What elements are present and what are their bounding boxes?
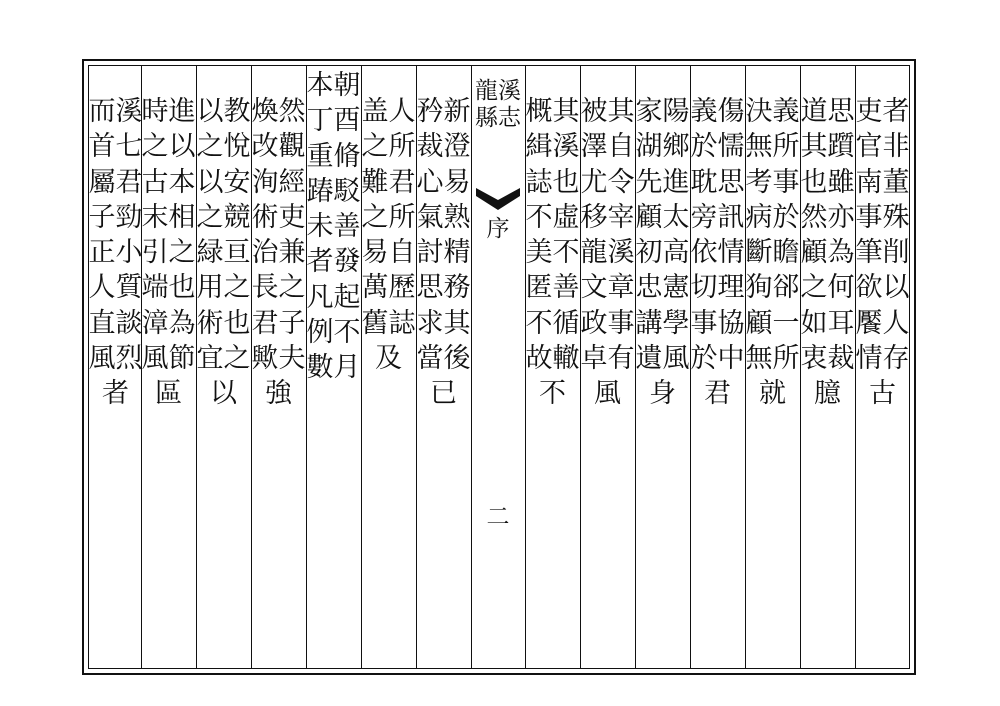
column-text: 以教之悅以安之競緑亘用之術也宜之以 — [196, 96, 251, 410]
text-column — [635, 66, 690, 668]
text-column — [251, 66, 306, 668]
text-column — [88, 66, 143, 668]
column-text: 家陽湖鄉先進顧太初高忠憲講學遺風身 — [635, 96, 690, 410]
column-text: 矜新裁澄心易氣熟討精思務求其當後已 — [416, 96, 471, 410]
column-text: 時進之以古本末相引之端也漳為風節區 — [141, 96, 196, 410]
column-text: 義傷於懦耽思旁訊依情切理事協於中君 — [690, 96, 745, 410]
fishtail-mark-icon — [476, 188, 520, 218]
text-column — [196, 66, 251, 668]
text-column — [800, 66, 855, 668]
text-column — [141, 66, 196, 668]
column-text: 道思其躓也雖然亦顧為之何如耳衷裁臆 — [800, 96, 855, 410]
text-column — [416, 66, 471, 668]
book-title: 龍溪縣志 — [475, 78, 521, 131]
column-text: 本朝丁酉重脩踳駁未善者發凡起例不數月 — [306, 70, 361, 384]
text-column — [690, 66, 745, 668]
section-label: 序 — [486, 216, 510, 242]
text-column — [855, 66, 910, 668]
page-number: 二 — [486, 504, 510, 530]
column-text: 盖人之所難君之所易自萬歷舊誌及 — [361, 96, 416, 375]
column-text: 煥然改觀洵經術吏治兼長之君子歟夫強 — [251, 96, 306, 410]
text-column — [361, 66, 416, 668]
column-text: 被其澤自尤令移宰龍溪文章政事卓有風 — [580, 96, 635, 410]
text-column — [580, 66, 635, 668]
column-text: 而溪首七屬君子勁正小人質直談風烈者 — [88, 96, 143, 410]
column-text: 吏者官非南董事殊筆削欲以饜人情存古 — [855, 96, 910, 410]
column-text: 概其緝溪誌也不虛美不匿善不循故轍不 — [525, 96, 580, 410]
column-text: 決義無所考事病於斷瞻狥郤顧一無所就 — [745, 96, 800, 410]
text-column — [306, 66, 361, 668]
text-column — [745, 66, 800, 668]
center-fold — [471, 66, 525, 668]
text-column — [525, 66, 580, 668]
